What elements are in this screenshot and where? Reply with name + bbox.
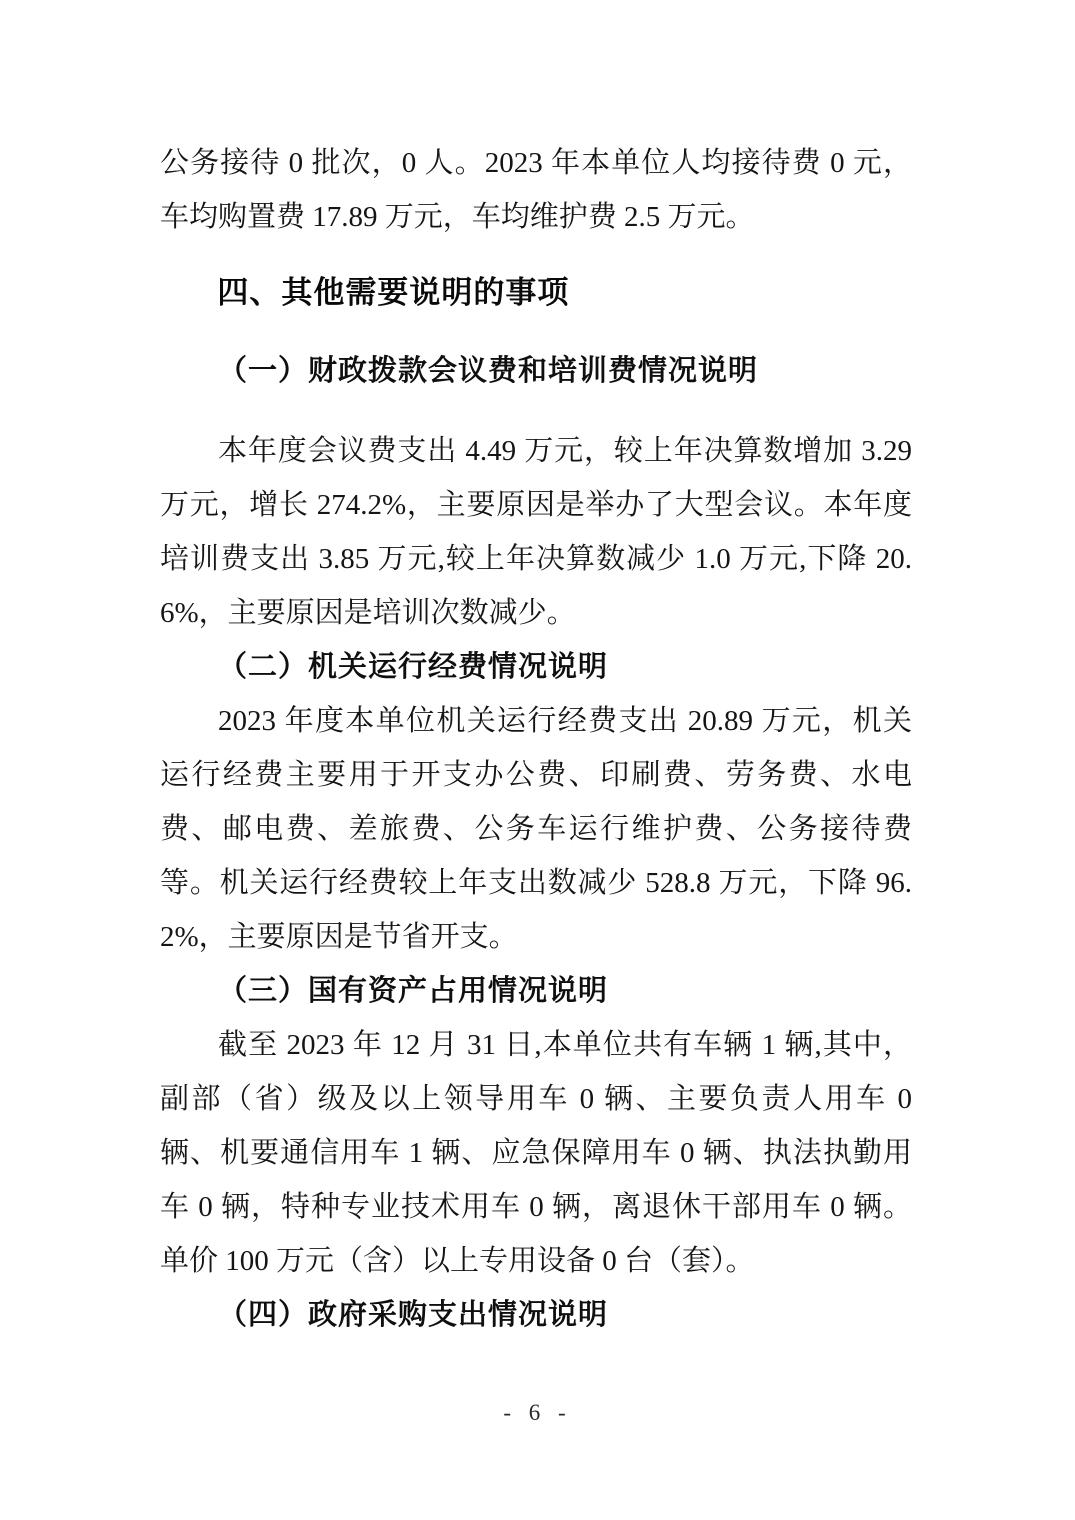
subsection-heading-1: （一）财政拨款会议费和培训费情况说明 [218, 355, 759, 387]
subsection-heading-3: （三）国有资产占用情况说明 [218, 975, 609, 1007]
document-body [160, 136, 912, 1342]
carryover-paragraph: 公务接待 0 批次，0 人。2023 年本单位人均接待费 0 元，车均购置费 17.89 万元，车均维护费 2.5 万元。 [160, 147, 912, 233]
subsection-heading-2: （二）机关运行经费情况说明 [218, 651, 609, 683]
subsection-paragraph-1: 本年度会议费支出 4.49 万元，较上年决算数增加 3.29 万元，增长 274.2%，主要原因是举办了大型会议。本年度培训费支出 3.85 万元,较上年决算数减少 1.0 万元,下降 20.6%，主要原因是培训次数减少。 [160, 435, 912, 629]
page-number: - 6 - [503, 1400, 572, 1425]
subsection-heading-4: （四）政府采购支出情况说明 [218, 1299, 609, 1331]
subsection-paragraph-3: 截至 2023 年 12 月 31 日,本单位共有车辆 1 辆,其中，副部（省）级及以上领导用车 0 辆、主要负责人用车 0 辆、机要通信用车 1 辆、应急保障用车 0 辆、执法执勤用车 0 辆，特种专业技术用车 0 辆，离退休干部用车 0 辆。单价 100 万元（含）以上专用设备 0 台（套）。 [160, 1029, 912, 1277]
section-heading: 四、其他需要说明的事项 [217, 275, 570, 310]
subsection-paragraph-2: 2023 年度本单位机关运行经费支出 20.89 万元，机关运行经费主要用于开支办公费、印刷费、劳务费、水电费、邮电费、差旅费、公务车运行维护费、公务接待费等。机关运行经费较上年支出数减少 528.8 万元，下降 96.2%，主要原因是节省开支。 [160, 705, 912, 953]
